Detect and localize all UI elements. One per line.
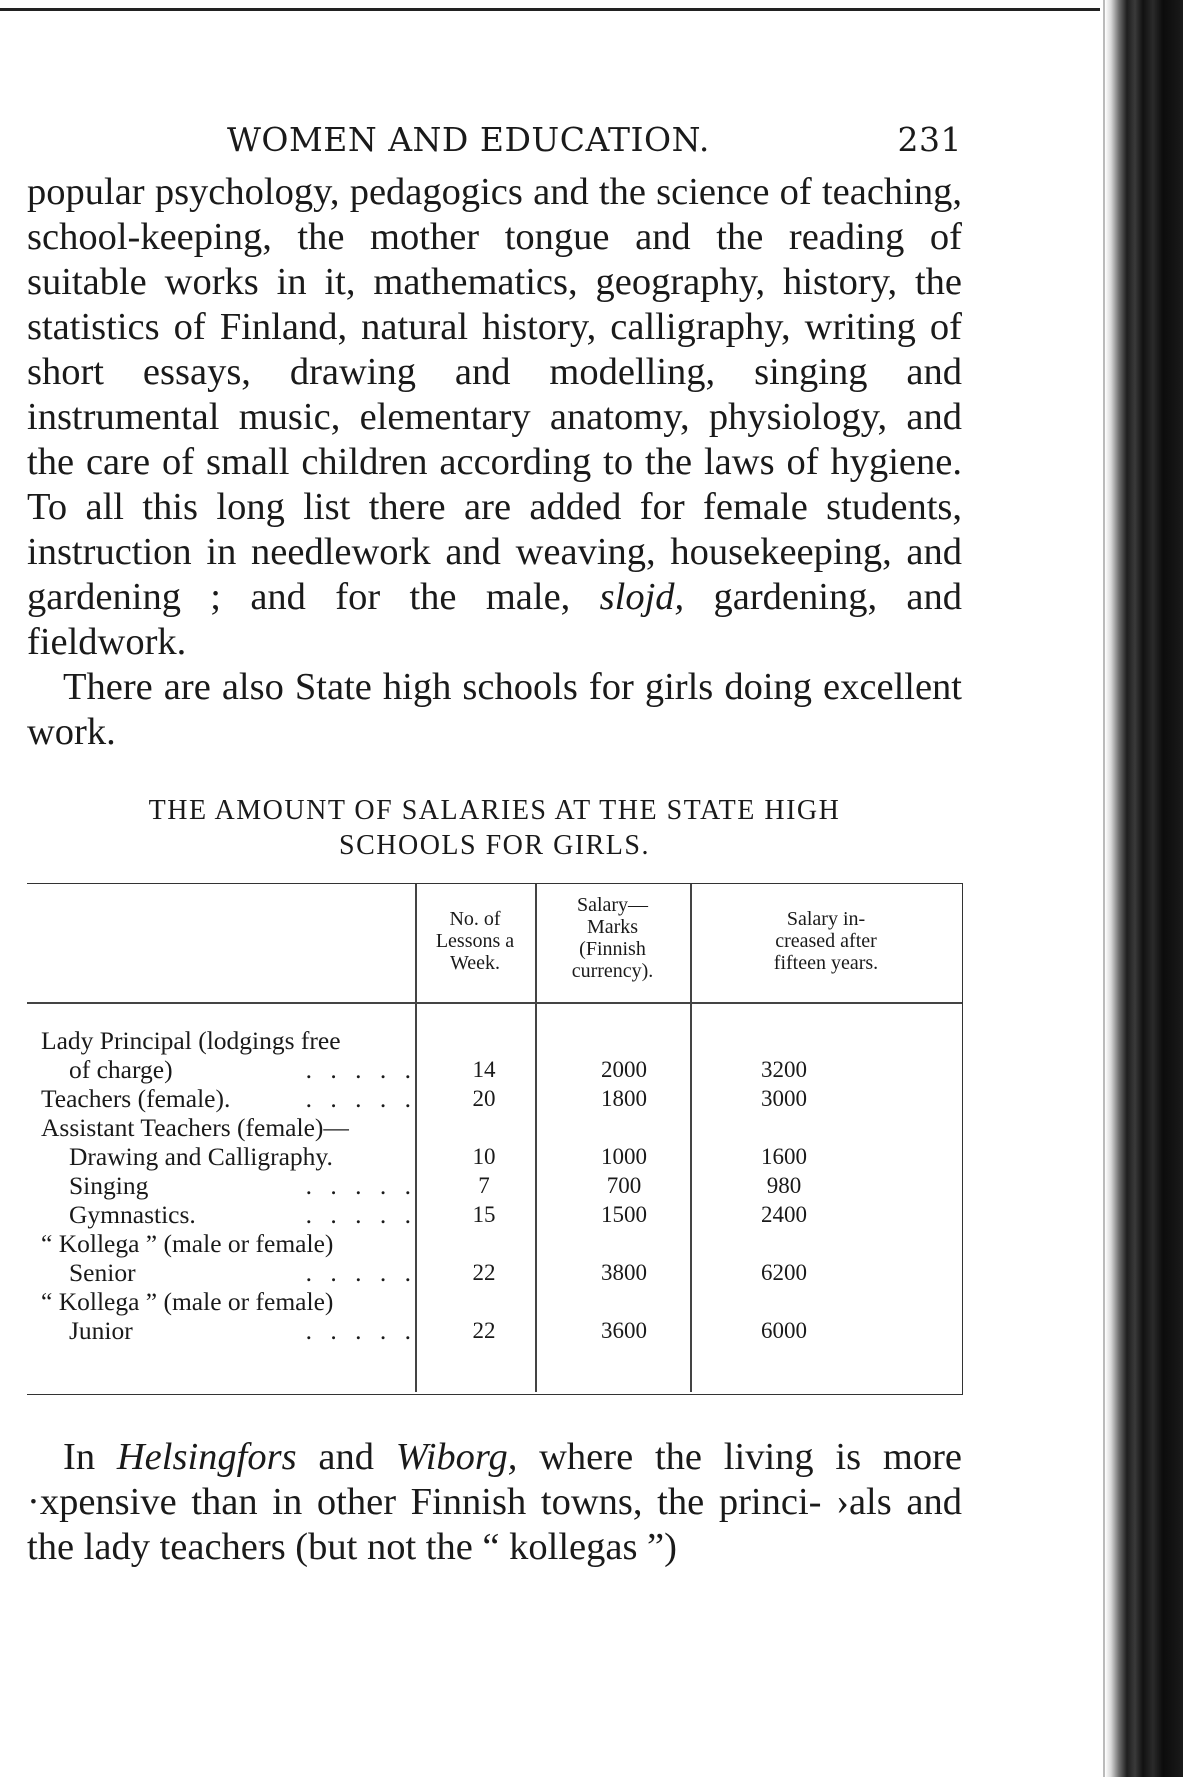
paragraph-curriculum-italic: slojd, (599, 576, 685, 618)
dot-leader: . . . . . (305, 1316, 417, 1345)
header-increased (690, 908, 962, 974)
cell-salary: 1000 (601, 1144, 647, 1169)
cell-lessons: 20 (472, 1086, 496, 1111)
table-caption-line1: THE AMOUNT OF SALARIES AT THE STATE HIGH (148, 795, 841, 826)
cell-salary: 3600 (601, 1318, 647, 1343)
cell-increased: 980 (766, 1173, 802, 1198)
row-label: “ Kollega ” (male or female) (41, 1287, 334, 1316)
book-spine-shadow (1105, 0, 1183, 1777)
dot-leader: . . . . . (305, 1171, 417, 1200)
paragraph-curriculum-text: popular psychology, pedagogics and the science of teaching, school-keeping, the mother tongue and the reading of suitable works in it, mathematics, geography, history, the statistics of Finland, natural history, calligraphy, writing of short essays, drawing and modelling, singing and instrumental music, elementary anatomy, physiology, and the care of small children according to the laws of hygiene. To all this long list there are added for female students, instruction in needlework and weaving, housekeeping, and gardening ; and for the male, (27, 171, 962, 618)
table-row (41, 1287, 962, 1316)
row-label: Assistant Teachers (female)— (41, 1113, 349, 1142)
cell-increased: 1600 (761, 1144, 807, 1169)
header-salary (535, 894, 690, 982)
cell-lessons: 15 (472, 1202, 496, 1227)
row-label: “ Kollega ” (male or female) (41, 1229, 334, 1258)
header-salary-line: Marks (586, 916, 639, 938)
top-rule (0, 8, 1100, 11)
cell-lessons: 22 (472, 1318, 496, 1343)
header-salary-line: (Finnish (579, 938, 646, 960)
paragraph-high-schools: There are also State high schools for girls doing excellent work. (27, 666, 962, 753)
row-label: Senior (69, 1258, 136, 1287)
dot-leader: . . . . . (305, 1084, 417, 1113)
dot-leader: . . . . . (305, 1258, 417, 1287)
header-salary-line: currency). (571, 960, 654, 982)
table-row (41, 1055, 962, 1084)
cell-increased: 3200 (761, 1057, 807, 1082)
cell-lessons: 22 (472, 1260, 496, 1285)
row-label: Singing (69, 1171, 149, 1200)
paragraph-curriculum (27, 170, 962, 665)
place-helsingfors: Helsingfors (116, 1436, 297, 1478)
closing-rest: where the living is more ·xpensive than in other Finnish towns, the princi- ›als and the lady teachers (but not the “ kollegas ”) (27, 1436, 963, 1568)
header-increased-line: fifteen years. (773, 952, 879, 974)
header-rule (27, 1002, 962, 1004)
header-salary-line: Salary— (576, 894, 649, 916)
paragraph-helsingfors (27, 1435, 962, 1570)
header-increased-line: creased after (775, 930, 877, 952)
place-wiborg: Wiborg, (395, 1436, 518, 1478)
header-lessons-line: Week. (449, 952, 501, 974)
row-label: of charge) (69, 1055, 173, 1084)
cell-salary: 1500 (601, 1202, 647, 1227)
header-lessons (415, 908, 535, 974)
row-label: Teachers (female). (41, 1084, 231, 1113)
table-row (41, 1316, 962, 1345)
running-head (27, 120, 962, 170)
header-lessons-line: Lessons a (435, 930, 515, 952)
row-label: Drawing and Calligraphy. (69, 1142, 333, 1171)
row-label: Junior (69, 1316, 133, 1345)
dot-leader: . . . . . (305, 1055, 417, 1084)
table-caption (27, 793, 962, 863)
cell-lessons: 14 (472, 1057, 496, 1082)
book-page (27, 120, 962, 1570)
table-caption-line2: SCHOOLS FOR GIRLS. (339, 830, 650, 861)
table-row (41, 1142, 962, 1171)
table-row (41, 1200, 962, 1229)
paragraph-curriculum-tail: gardening, and fieldwork. (27, 576, 962, 663)
salary-table (27, 883, 963, 1395)
page-number: 231 (897, 120, 962, 159)
cell-increased: 2400 (761, 1202, 807, 1227)
cell-salary: 2000 (601, 1057, 647, 1082)
closing-lead: In (63, 1436, 96, 1478)
cell-increased: 6200 (761, 1260, 807, 1285)
running-head-title: WOMEN AND EDUCATION. (227, 120, 710, 159)
cell-lessons: 10 (472, 1144, 496, 1169)
closing-mid: and (318, 1436, 374, 1478)
row-label: Lady Principal (lodgings free (41, 1026, 341, 1055)
header-increased-line: Salary in- (786, 908, 866, 930)
cell-salary: 1800 (601, 1086, 647, 1111)
table-row (41, 1084, 962, 1113)
cell-increased: 6000 (761, 1318, 807, 1343)
cell-salary: 3800 (601, 1260, 647, 1285)
cell-salary: 700 (606, 1173, 642, 1198)
table-row (41, 1113, 962, 1142)
table-row (41, 1171, 962, 1200)
row-label: Gymnastics. (69, 1200, 196, 1229)
cell-increased: 3000 (761, 1086, 807, 1111)
dot-leader: . . . . . (305, 1200, 417, 1229)
table-row (41, 1026, 962, 1055)
table-row (41, 1258, 962, 1287)
table-row (41, 1229, 962, 1258)
table-body (41, 1026, 962, 1345)
header-lessons-line: No. of (449, 908, 501, 930)
cell-lessons: 7 (478, 1173, 490, 1198)
